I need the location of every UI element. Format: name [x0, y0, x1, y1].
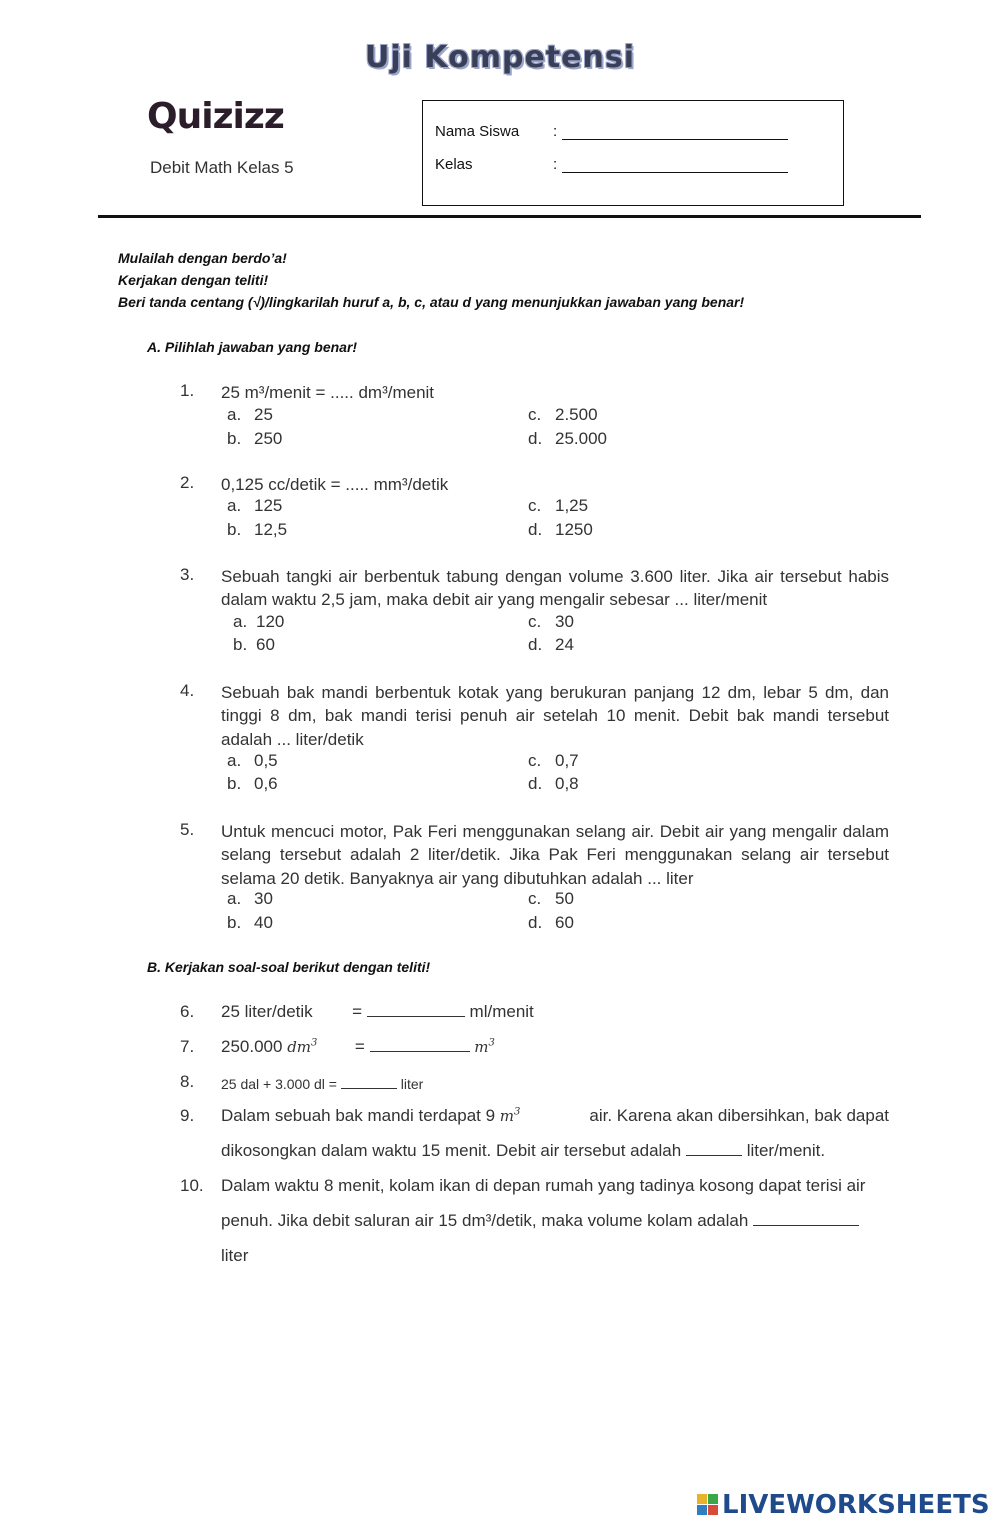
- question-8: [221, 1074, 423, 1092]
- class-row: [435, 156, 558, 173]
- name-row: [435, 123, 558, 140]
- option-value: 0,8: [555, 774, 579, 793]
- q7-answer-blank[interactable]: [370, 1037, 470, 1052]
- question-text: Sebuah tangki air berbentuk tabung dengan volume 3.600 liter. Jika air tersebut habis dalam waktu 2,5 jam, maka debit air yang mengalir sebesar ... liter/menit: [221, 567, 889, 610]
- q7-left-unit: dm: [287, 1038, 312, 1056]
- question-text: 0,125 cc/detik = ..... mm³/detik: [221, 475, 449, 494]
- option-c[interactable]: [528, 751, 579, 771]
- question-10-line-3: liter: [221, 1246, 249, 1265]
- q9-line2-b: liter/menit.: [746, 1141, 826, 1160]
- option-d[interactable]: [528, 913, 574, 933]
- option-value: 24: [555, 635, 574, 654]
- option-letter: d.: [528, 774, 543, 793]
- option-value: 40: [254, 913, 273, 932]
- q8-answer-blank[interactable]: [341, 1074, 397, 1089]
- q9-line2-a: dikosongkan dalam waktu 15 menit. Debit air tersebut adalah: [221, 1141, 682, 1160]
- option-value: 60: [256, 635, 275, 654]
- option-letter: c.: [528, 405, 542, 424]
- option-value: 50: [555, 889, 574, 908]
- header-divider: [98, 215, 921, 218]
- question-number: 4.: [180, 681, 195, 700]
- question-number: 9.: [180, 1106, 195, 1125]
- question-text: 25 m³/menit = ..... dm³/menit: [221, 383, 435, 402]
- option-a[interactable]: [227, 751, 278, 771]
- option-c[interactable]: [528, 496, 588, 516]
- option-value: 0,5: [254, 751, 278, 770]
- option-letter: b.: [233, 635, 248, 654]
- option-value: 125: [254, 496, 283, 515]
- question-9-line-1: [221, 1106, 889, 1126]
- section-b-title: B. Kerjakan soal-soal berikut dengan teliti!: [147, 959, 431, 975]
- option-value: 30: [555, 612, 574, 631]
- q6-answer-blank[interactable]: [367, 1002, 465, 1017]
- option-letter: a.: [233, 612, 248, 631]
- page-title: Uji Kompetensi: [365, 40, 635, 75]
- question-10-line-2: [221, 1211, 859, 1231]
- logo-text: Quizizz: [147, 96, 284, 137]
- worksheet-subtitle: Debit Math Kelas 5: [150, 158, 294, 177]
- q9-answer-blank[interactable]: [686, 1141, 742, 1156]
- option-letter: a.: [227, 751, 242, 770]
- q9-unit: m: [499, 1107, 515, 1125]
- option-letter: a.: [227, 496, 242, 515]
- option-c[interactable]: [528, 612, 574, 632]
- option-b[interactable]: [227, 913, 273, 933]
- question-number: 10.: [180, 1176, 204, 1195]
- question-number: 8.: [180, 1072, 195, 1091]
- q9-text-a: [221, 1106, 520, 1126]
- class-label: Kelas: [435, 156, 473, 173]
- q9-sup: 3: [514, 1106, 521, 1118]
- student-id-box: [422, 100, 844, 206]
- name-label: Nama Siswa: [435, 123, 520, 140]
- quizizz-logo: [147, 96, 284, 137]
- q10-line2: penuh. Jika debit saluran air 15 dm³/detik, maka volume kolam adalah: [221, 1211, 749, 1230]
- option-a[interactable]: [227, 405, 273, 425]
- option-value: 0,6: [254, 774, 278, 793]
- option-letter: b.: [227, 913, 242, 932]
- q7-right-sup: 3: [488, 1037, 495, 1049]
- q6-left: 25 liter/detik: [221, 1002, 313, 1021]
- q7-left-sup: 3: [311, 1037, 318, 1049]
- option-letter: b.: [227, 520, 242, 539]
- question-6: [221, 1002, 534, 1022]
- option-a[interactable]: [227, 496, 282, 516]
- option-b[interactable]: [227, 520, 287, 540]
- option-letter: b.: [227, 774, 242, 793]
- question-10-line-1: Dalam waktu 8 menit, kolam ikan di depan rumah yang tadinya kosong dapat terisi air: [221, 1176, 866, 1195]
- option-b[interactable]: [227, 774, 278, 794]
- question-number: 3.: [180, 565, 195, 584]
- q10-answer-blank[interactable]: [753, 1211, 859, 1226]
- option-letter: d.: [528, 520, 543, 539]
- class-field[interactable]: [562, 172, 788, 173]
- name-field[interactable]: [562, 139, 788, 140]
- option-c[interactable]: [528, 889, 574, 909]
- option-value: 1250: [555, 520, 593, 539]
- q9-text-a-value: Dalam sebuah bak mandi terdapat 9: [221, 1106, 496, 1125]
- q8-left: 25 dal + 3.000 dl =: [221, 1076, 337, 1092]
- option-value: 120: [256, 612, 285, 631]
- option-value: 12,5: [254, 520, 288, 539]
- option-b[interactable]: [227, 429, 282, 449]
- option-letter: d.: [528, 635, 543, 654]
- q9-text-b: air. Karena akan dibersihkan, bak dapat: [589, 1106, 889, 1125]
- option-value: 60: [555, 913, 574, 932]
- instruction-3: Beri tanda centang (√)/lingkarilah huruf a, b, c, atau d yang menunjukkan jawaban yang benar!: [118, 294, 745, 310]
- question-number: 6.: [180, 1002, 195, 1021]
- option-letter: c.: [528, 612, 542, 631]
- option-d[interactable]: [528, 774, 579, 794]
- question-number: 5.: [180, 820, 195, 839]
- question-number: 1.: [180, 381, 195, 400]
- liveworksheets-icon: [697, 1494, 719, 1516]
- option-letter: c.: [528, 889, 542, 908]
- q7-equals: =: [354, 1037, 365, 1056]
- liveworksheets-brand: LIVEWORKSHEETS: [722, 1490, 990, 1520]
- option-letter: b.: [227, 429, 242, 448]
- q6-equals: =: [352, 1002, 363, 1021]
- q6-right: ml/menit: [469, 1002, 534, 1021]
- name-colon: :: [553, 123, 558, 140]
- option-letter: d.: [528, 913, 543, 932]
- question-text: Untuk mencuci motor, Pak Feri menggunakan selang air. Debit air yang mengalir dalam selang tersebut adalah 2 liter/detik. Jika Pak Feri menggunakan selang air tersebut selama 20 detik. Banyaknya air yang dibutuhkan adalah ... liter: [221, 822, 889, 888]
- option-value: 25.000: [555, 429, 607, 448]
- instruction-2: Kerjakan dengan teliti!: [118, 272, 269, 288]
- option-value: 30: [254, 889, 273, 908]
- section-a-title: A. Pilihlah jawaban yang benar!: [147, 339, 358, 355]
- option-letter: a.: [227, 889, 242, 908]
- option-letter: c.: [528, 751, 542, 770]
- option-letter: c.: [528, 496, 542, 515]
- question-7: [221, 1037, 495, 1057]
- q7-left: 250.000: [221, 1037, 283, 1056]
- question-text: Sebuah bak mandi berbentuk kotak yang berukuran panjang 12 dm, lebar 5 dm, dan tinggi 8 dm, bak mandi terisi penuh air setelah 10 menit. Debit bak mandi tersebut adalah ... liter/detik: [221, 683, 889, 749]
- q7-right-unit: m: [474, 1038, 489, 1056]
- question-number: 7.: [180, 1037, 195, 1056]
- class-colon: :: [553, 156, 558, 173]
- option-letter: a.: [227, 405, 242, 424]
- option-d[interactable]: [528, 520, 593, 540]
- instruction-1: Mulailah dengan berdo’a!: [118, 250, 287, 266]
- question-9-line-2: [221, 1141, 825, 1161]
- option-c[interactable]: [528, 405, 598, 425]
- question-number: 2.: [180, 473, 195, 492]
- q8-right: liter: [400, 1076, 424, 1092]
- option-value: 25: [254, 405, 273, 424]
- option-value: 2.500: [555, 405, 598, 424]
- option-d[interactable]: [528, 429, 607, 449]
- option-d[interactable]: [528, 635, 574, 655]
- option-value: 1,25: [555, 496, 589, 515]
- option-b[interactable]: [233, 635, 275, 655]
- option-a[interactable]: [227, 889, 273, 909]
- option-value: 0,7: [555, 751, 579, 770]
- option-a[interactable]: [233, 612, 284, 632]
- option-value: 250: [254, 429, 283, 448]
- option-letter: d.: [528, 429, 543, 448]
